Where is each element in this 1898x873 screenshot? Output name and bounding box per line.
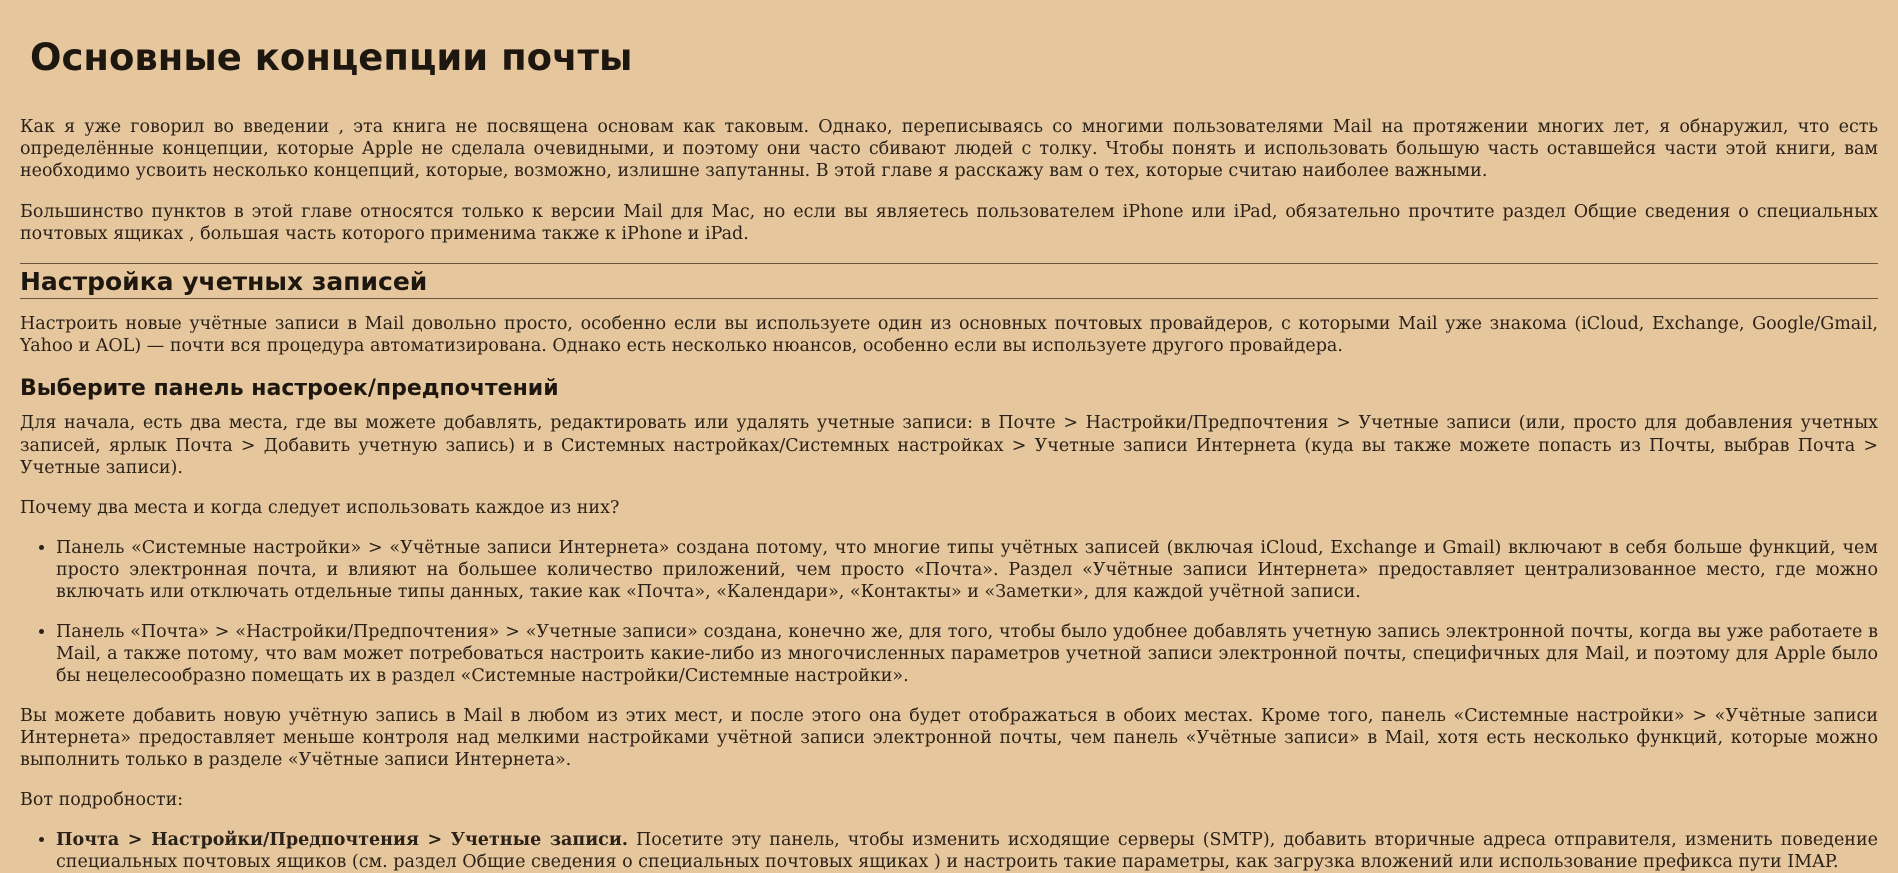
intro-paragraph-2: Большинство пунктов в этой главе относятся только к версии Mail для Mac, но если вы являетесь пользователем iPhone или iPad, обязательно прочтите раздел Общие сведения о специальных почтовых ящиках , большая часть которого применима также к iPhone и iPad. (20, 201, 1878, 244)
settings-pane-bullet-list (20, 537, 1878, 687)
settings-pane-paragraph-3: Вы можете добавить новую учётную запись в Mail в любом из этих мест, и после этого она будет отображаться в обоих местах. Кроме того, панель «Системные настройки» > «Учётные записи Интернета» предоставляет меньше контроля над мелкими настройками учётной записи электронной почты, чем панель «Учётные записи» в Mail, хотя есть несколько функций, которые можно выполнить только в разделе «Учётные записи Интернета». (20, 705, 1878, 771)
section-heading-accounts-setup: Настройка учетных записей (20, 263, 1878, 299)
detail-item-title: Почта > Настройки/Предпочтения > Учетные записи. (56, 830, 628, 851)
accounts-setup-paragraph: Настроить новые учётные записи в Mail довольно просто, особенно если вы используете один из основных почтовых провайдеров, с которыми Mail уже знакома (iCloud, Exchange, Google/Gmail, Yahoo и AOL) — почти вся процедура автоматизирована. Однако есть несколько нюансов, особенно если вы используете другого провайдера. (20, 313, 1878, 356)
detail-item-mail-accounts (56, 829, 1878, 873)
details-intro: Вот подробности: (20, 790, 184, 811)
page-title: Основные концепции почты (30, 36, 633, 79)
subsection-heading-settings-pane: Выберите панель настроек/предпочтений (20, 375, 559, 401)
bullet-mail-accounts: • Панель «Почта» > «Настройки/Предпочтения» > «Учетные записи» создана, конечно же, для того, чтобы было удобнее добавлять учетную запись электронной почты, когда вы уже работаете в Mail, а также потому, что вам может потребоваться настроить какие-либо из многочисленных параметров учетной записи электронной почты, специфичных для Mail, и поэтому для Apple было бы нецелесообразно помещать их в раздел «Системные настройки/Системные настройки». (56, 621, 1878, 687)
intro-paragraph-1: Как я уже говорил во введении , эта книга не посвящена основам как таковым. Однако, переписываясь со многими пользователями Mail на протяжении многих лет, я обнаружил, что есть определённые концепции, которые Apple не сделала очевидными, и поэтому они часто сбивают людей с толку. Чтобы понять и использовать большую часть оставшейся части этой книги, вам необходимо усвоить несколько концепций, которые, возможно, излишне запутанны. В этой главе я расскажу вам о тех, которые считаю наиболее важными. (20, 117, 1878, 182)
settings-pane-question: Почему два места и когда следует использовать каждое из них? (20, 497, 620, 518)
detail-item-text: Посетите эту панель, чтобы изменить исходящие серверы (SMTP), добавить вторичные адреса отправителя, изменить поведение специальных почтовых ящиков (см. раздел Общие сведения о специальных почтовых ящиках ) и настроить такие параметры, как загрузка вложений или использование префикса пути IMAP. (56, 830, 1878, 873)
settings-pane-paragraph-1: Для начала, есть два места, где вы можете добавлять, редактировать или удалять учетные записи: в Почте > Настройки/Предпочтения > Учетные записи (или, просто для добавления учетных записей, ярлык Почта > Добавить учетную запись) и в Системных настройках/Системных настройках > Учетные записи Интернета (куда вы также можете попасть из Почты, выбрав Почта > Учетные записи). (20, 413, 1878, 478)
bullet-internet-accounts: • Панель «Системные настройки» > «Учётные записи Интернета» создана потому, что многие типы учётных записей (включая iCloud, Exchange и Gmail) включают в себя больше функций, чем просто электронная почта, и влияют на большее количество приложений, чем просто «Почта». Раздел «Учётные записи Интернета» предоставляет централизованное место, где можно включать или отключать отдельные типы данных, такие как «Почта», «Календари», «Контакты» и «Заметки», для каждой учётной записи. (56, 537, 1878, 603)
details-bullet-list (20, 829, 1878, 873)
